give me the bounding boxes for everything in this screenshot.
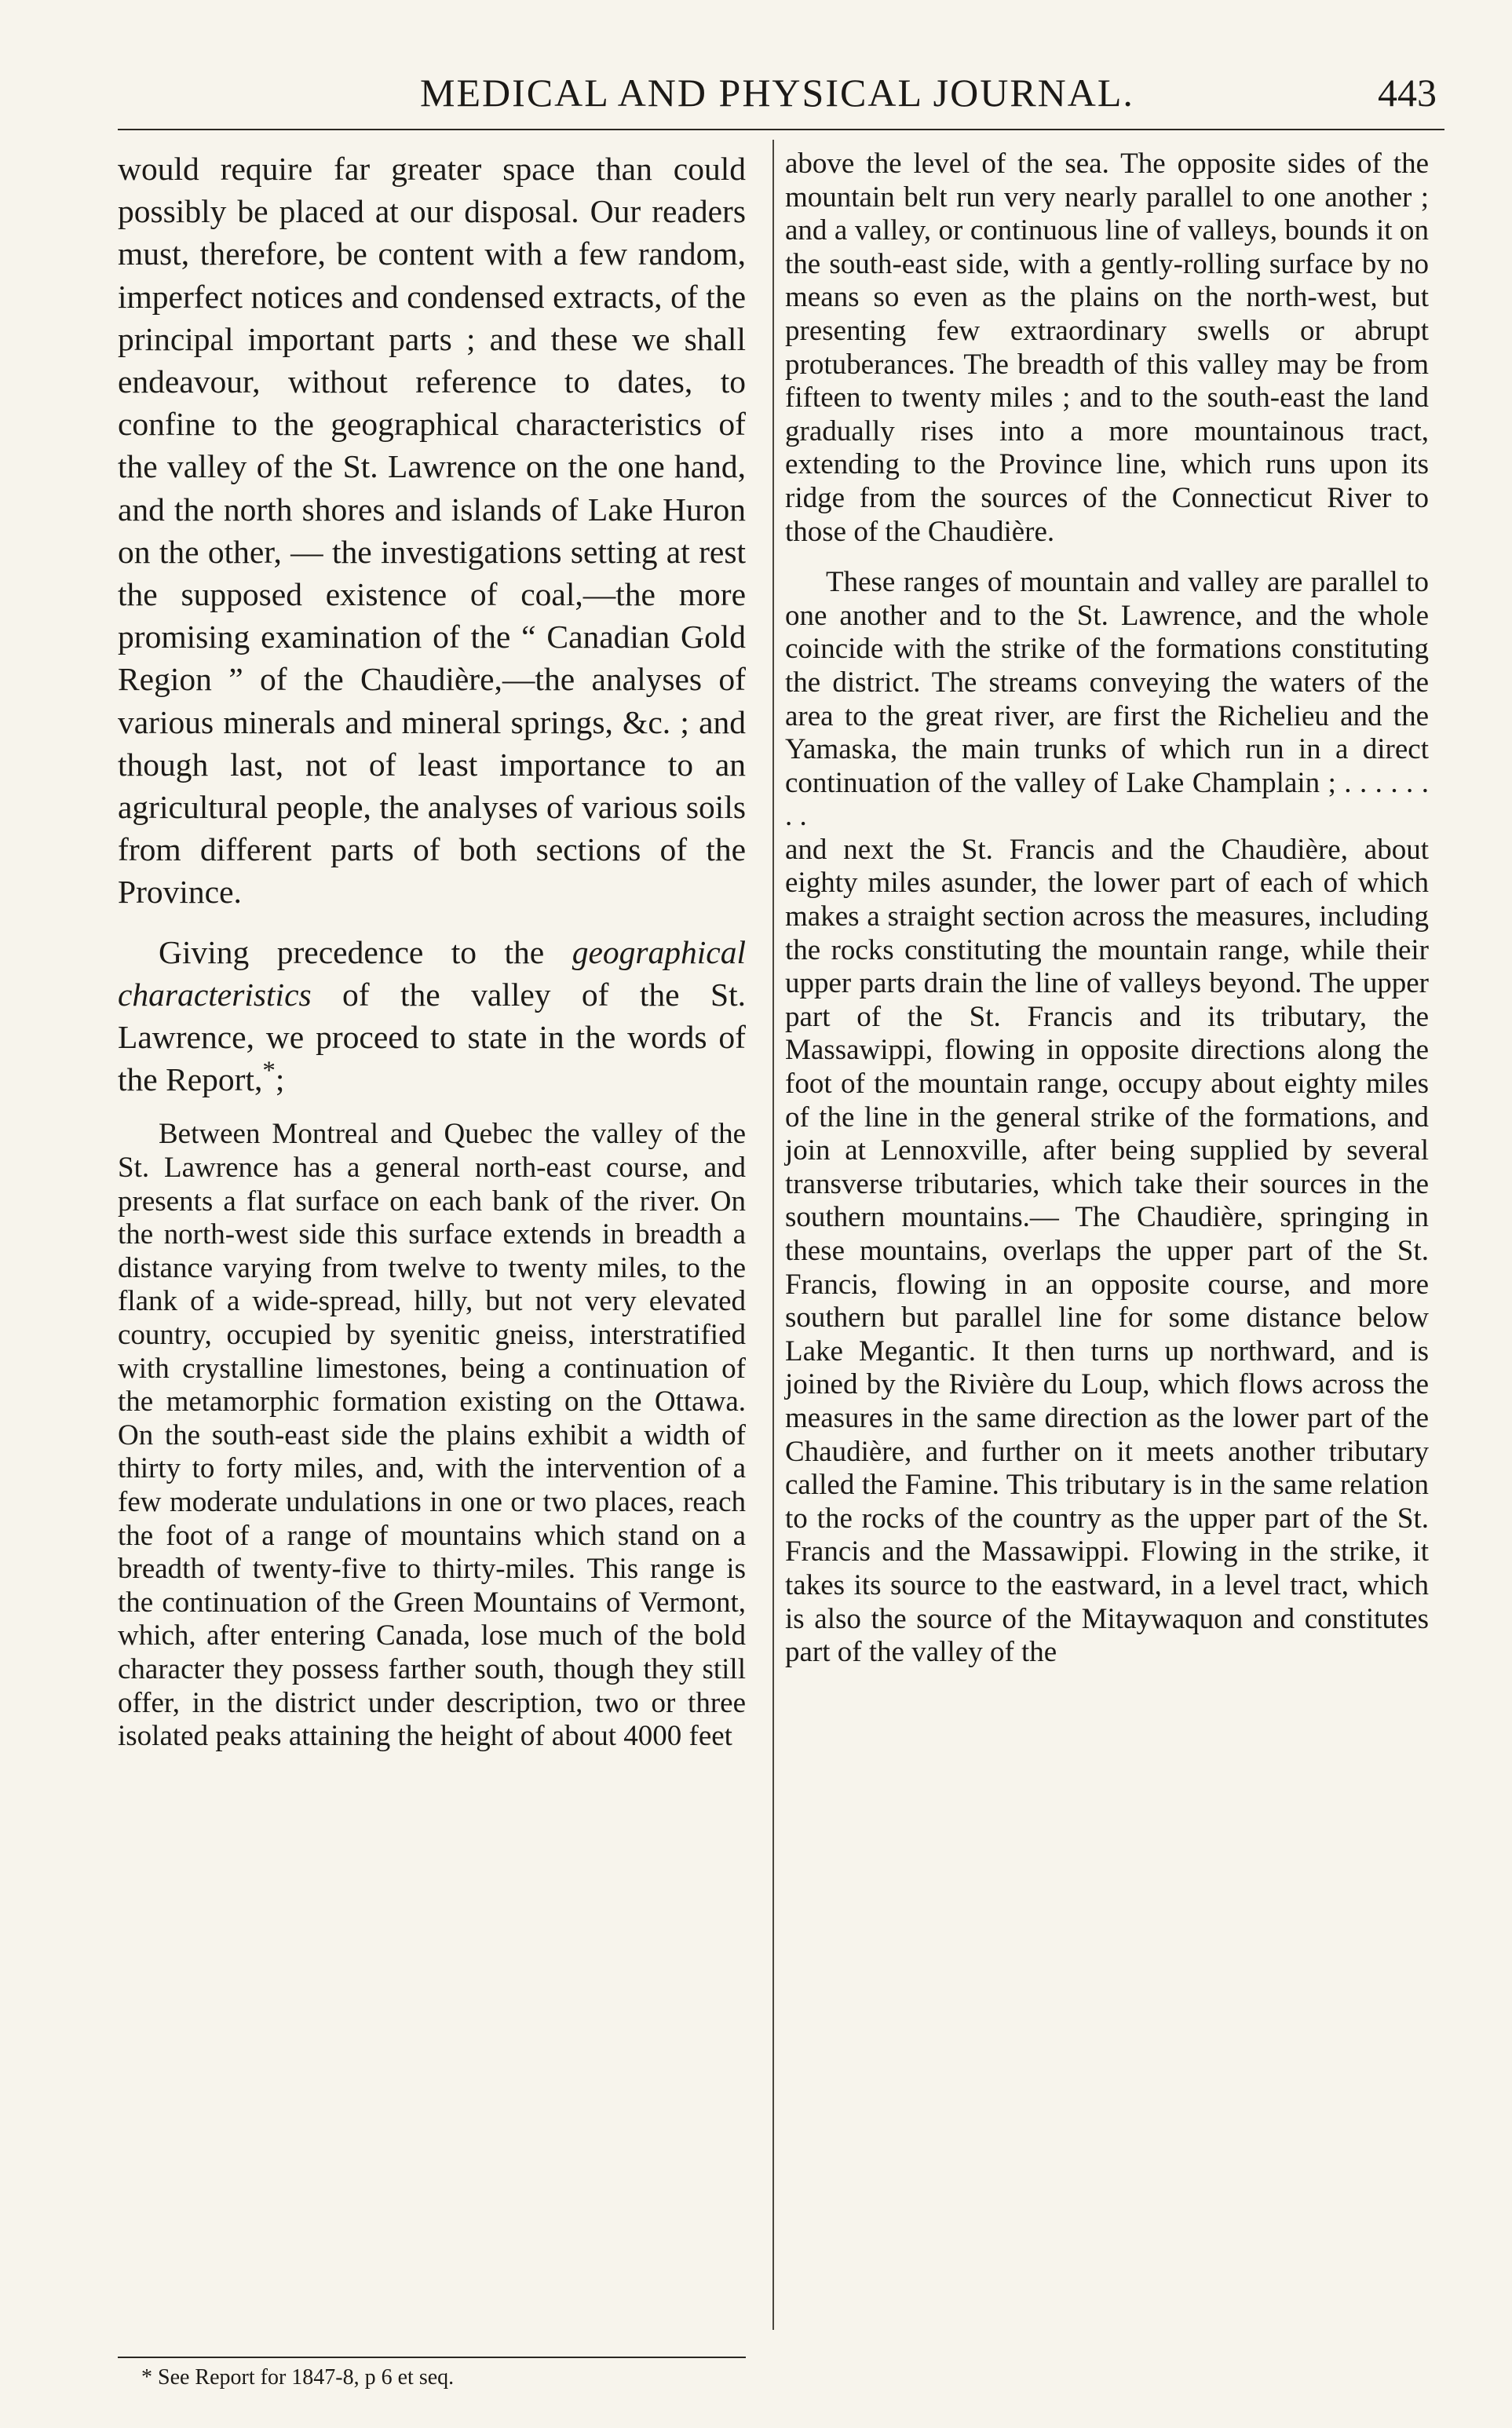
paragraph-2-text-start: Giving precedence to the (159, 933, 572, 970)
left-paragraph-2 (118, 931, 746, 1101)
page-header (118, 69, 1437, 124)
paragraph-gap (118, 914, 746, 931)
paragraph-2-semicolon: ; (275, 1061, 285, 1098)
paragraph-2-text-end: of the valley of the St. Lawrence, we proceed to state in the words of the Report, (118, 976, 746, 1098)
left-column (118, 148, 746, 1754)
geographical-characteristics-italic: geographical characteristics (118, 933, 746, 1013)
left-paragraph-3: Between Montreal and Quebec the valley of the St. Lawrence has a general north-east course, and presents a flat surface on each bank of the river. On the north-west side this surface extends in breadth a distance varying from twelve to twenty miles, to the flank of a wide-spread, hilly, but not very elevated country, occupied by syenitic gneiss, interstratified with crystalline limestones, being a continuation of the metamorphic formation existing on the Ottawa. On the south-east side the plains exhibit a width of thirty to forty miles, and, with the intervention of a few moderate undulations in one or two places, reach the foot of a range of mountains which stand on a breadth of twenty-five to thirty-miles. This range is the continuation of the Green Mountains of Vermont, which, after entering Canada, lose much of the bold character they possess farther south, though they still offer, in the district under description, two or three isolated peaks attaining the height of about 4000 feet (118, 1118, 746, 1753)
right-paragraph-1: above the level of the sea. The opposite sides of the mountain belt run very nearly parallel to one another ; and a valley, or continuous line of valleys, bounds it on the south-east side, with a gently-rolling surface by no means so even as the plains on the north-west, but presenting few extraordinary swells or abrupt protuberances. The breadth of this valley may be from fifteen to twenty miles ; and to the south-east the land gradually rises into a more mountainous tract, extending to the Province line, which runs upon its ridge from the sources of the Connecticut River to those of the Chaudière. (785, 148, 1429, 548)
paragraph-gap (118, 1101, 746, 1118)
footnote-marker: * (262, 1057, 276, 1086)
footnote-rule (118, 2357, 746, 2358)
running-title: MEDICAL AND PHYSICAL JOURNAL. (420, 71, 1134, 115)
header-rule (118, 129, 1444, 130)
page-number: 443 (1378, 71, 1437, 115)
left-paragraph-1: would require far greater space than could possibly be placed at our disposal. Our readers must, therefore, be content with a few random, imperfect notices and condensed extracts, of the principal important parts ; and these we shall endeavour, without reference to dates, to confine to the geographical characteristics of the valley of the St. Lawrence on the one hand, and the north shores and islands of Lake Huron on the other, — the investigations setting at rest the supposed existence of coal,—the more promising examination of the “ Canadian Gold Region ” of the Chaudière,—the analyses of various minerals and mineral springs, &c. ; and though last, not of least importance to an agricultural people, the analyses of various soils from different parts of both sections of the Province. (118, 151, 746, 911)
right-paragraph-2b: and next the St. Francis and the Chaudière, about eighty miles asunder, the lower part of each of which makes a straight section across the measures, including the rocks constituting the mountain range, while their upper parts drain the line of valleys beyond. The upper part of the St. Francis and its tributary, the Massawippi, flowing in opposite directions along the foot of the mountain range, occupy about eighty miles of the line in the general strike of the formations, and join at Lennoxville, after being supplied by several transverse tributaries, which take their sources in the southern mountains.— The Chaudière, springing in these mountains, overlaps the upper part of the St. Francis, flowing in an opposite course, and more southern but parallel line for some distance below Lake Megantic. It then turns up northward, and is joined by the Rivière du Loup, which flows across the measures in the same direction as the lower part of the Chaudière, and further on it meets another tributary called the Famine. This tributary is in the same relation to the rocks of the country as the upper part of the St. Francis and the Massawippi. Flowing in the strike, it takes its source to the eastward, in a level tract, which is also the source of the Mitaywaquon and constitutes part of the valley of the (785, 833, 1429, 1669)
paragraph-gap (785, 549, 1429, 566)
column-divider (772, 140, 774, 2330)
footnote: * See Report for 1847-8, p 6 et seq. (141, 2365, 455, 2390)
right-column (785, 148, 1429, 1670)
right-paragraph-2a: These ranges of mountain and valley are parallel to one another and to the St. Lawrence, and the whole coincide with the strike of the formations constituting the district. The streams conveying the waters of the area to the great river, are first the Richelieu and the Yamaska, the main trunks of which run in a direct continuation of the valley of Lake Champlain ; . . . . . . . . (785, 566, 1429, 833)
